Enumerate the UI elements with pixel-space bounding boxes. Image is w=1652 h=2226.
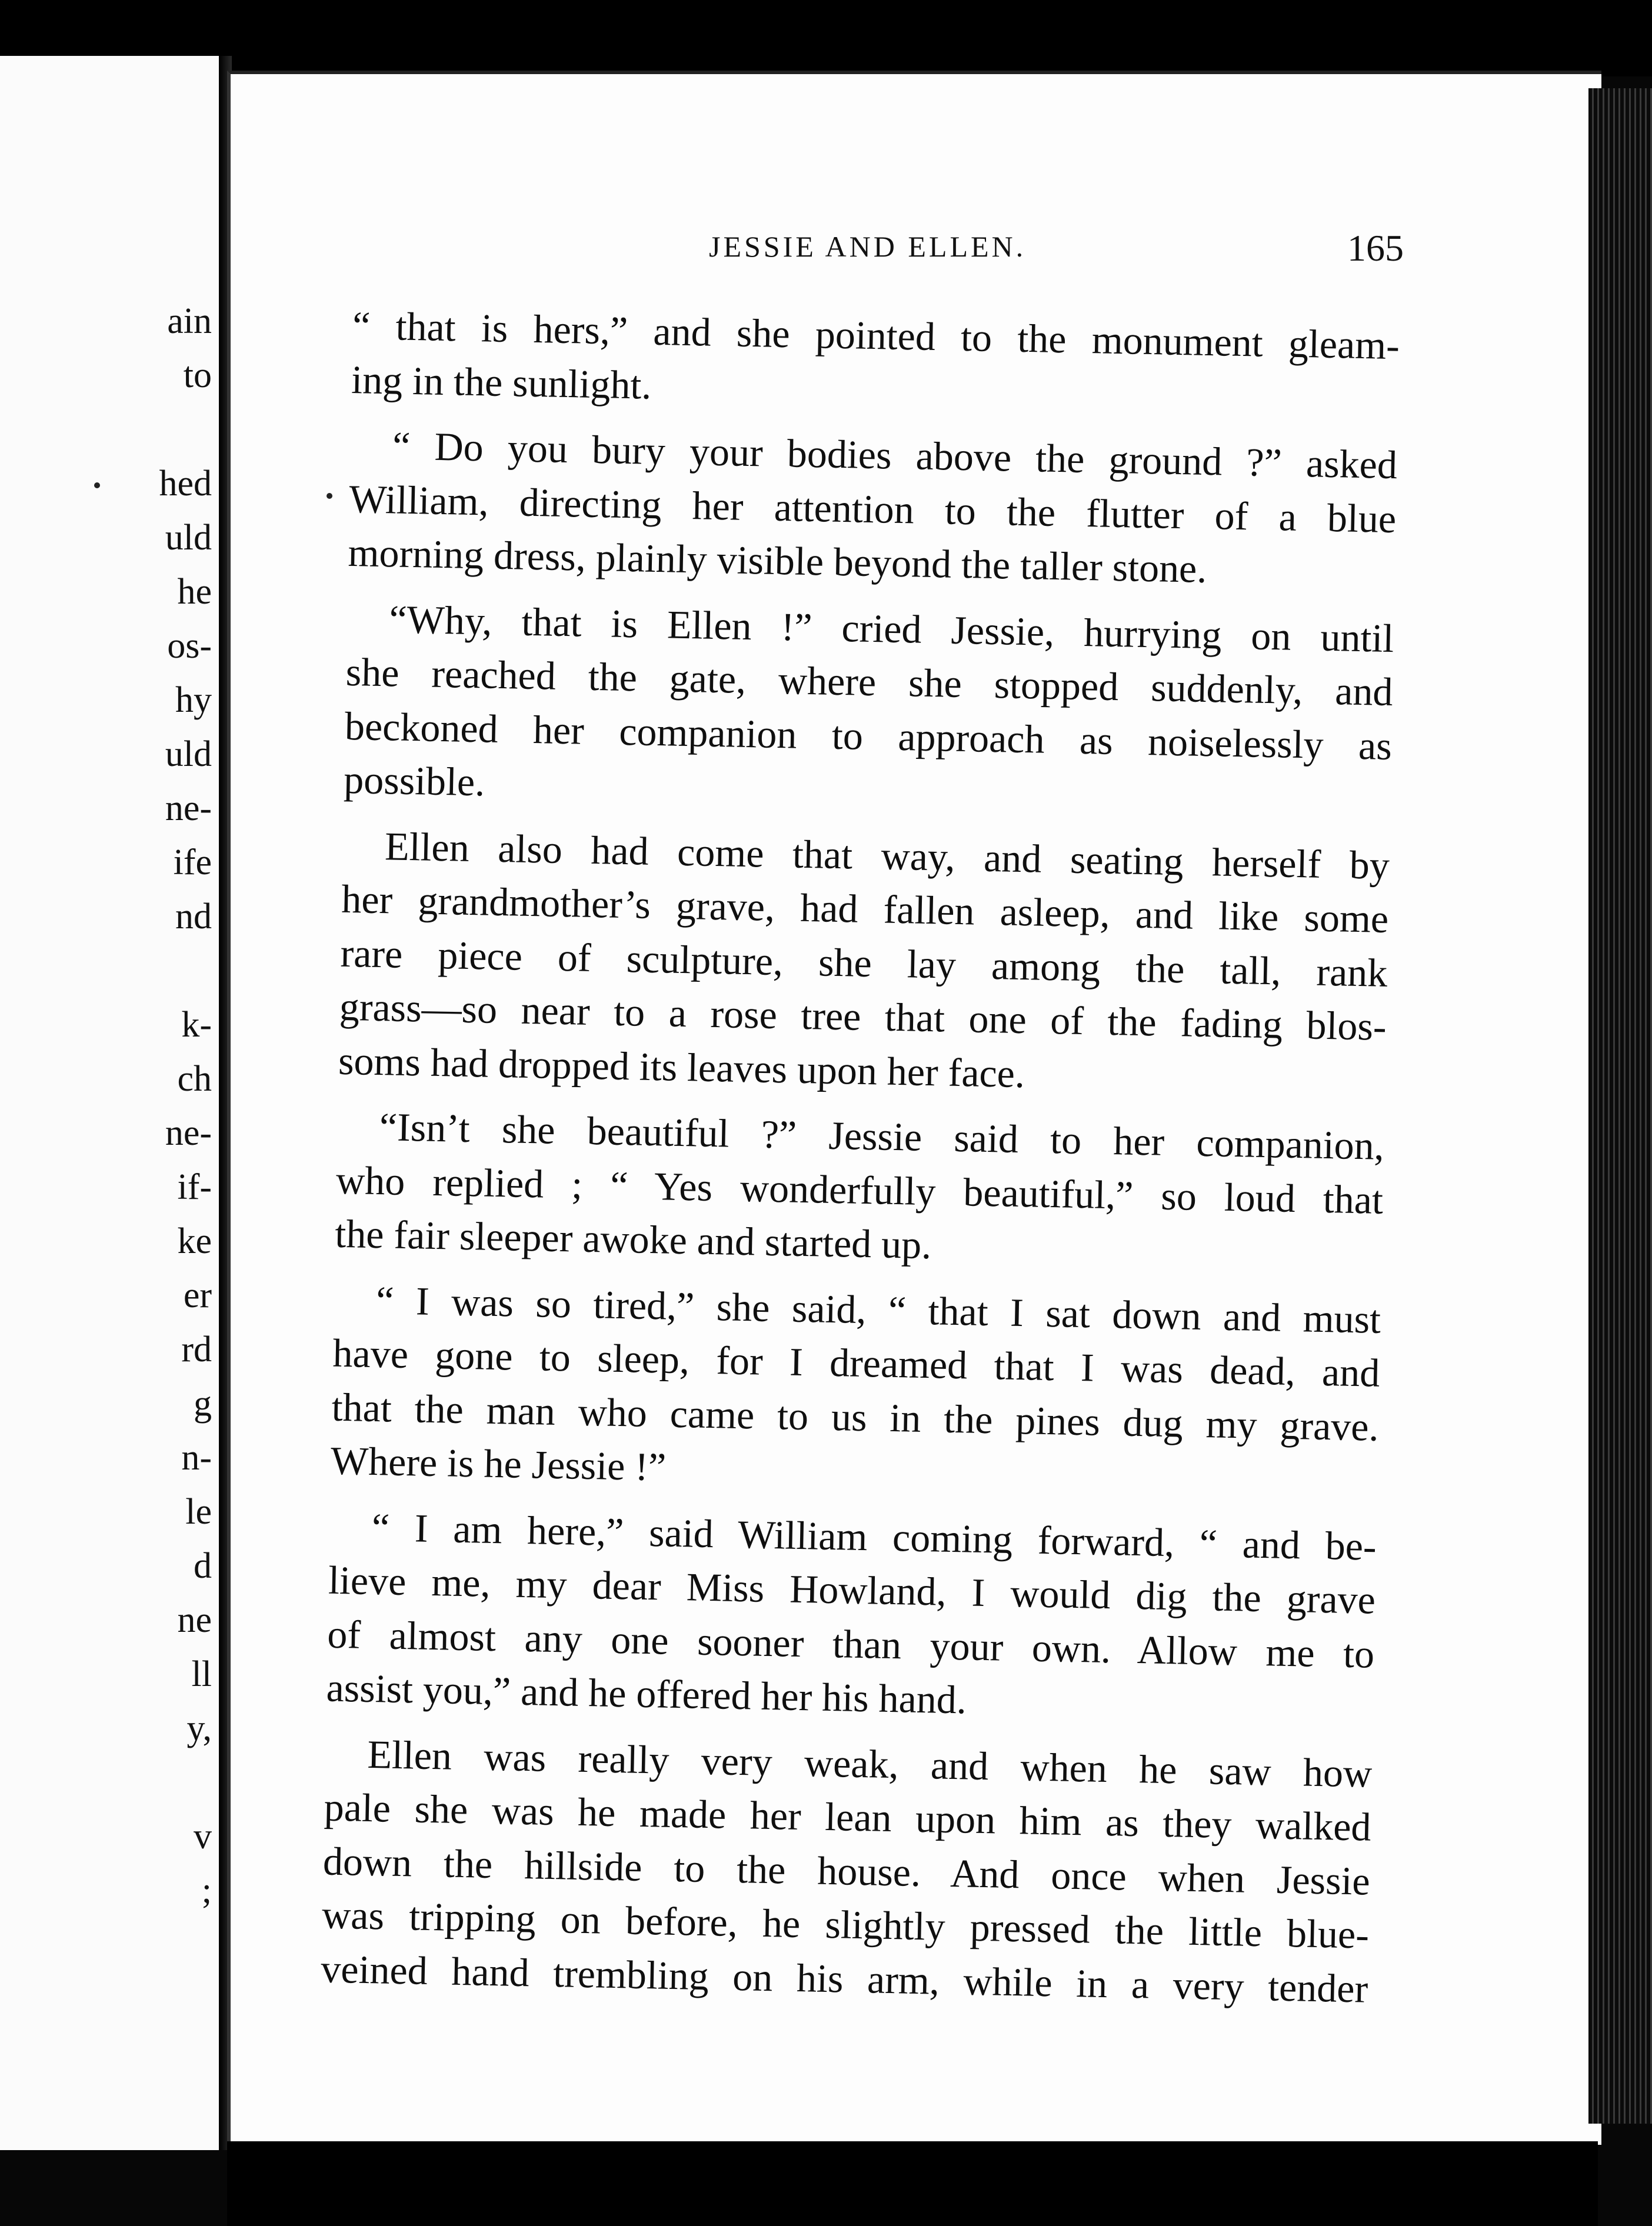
previous-page-line-fragment: le (185, 1492, 212, 1532)
paragraph (330, 1272, 1381, 1508)
scan-top-border (0, 0, 1652, 76)
text-line: Where is he Jessie !” (330, 1438, 667, 1489)
previous-page-line-fragment: ain (167, 301, 212, 341)
text-line: was tripping on before, he slightly pressed the little blue- (321, 1892, 1370, 1957)
text-line: “ Do you bury your bodies above the ground ?” asked (392, 423, 1398, 488)
previous-page-line-fragment: hed (159, 464, 212, 504)
text-line: assist you,” and he offered her his hand. (325, 1665, 967, 1722)
text-line: morning dress, plainly visible beyond the taller stone. (347, 529, 1208, 591)
previous-page-line-fragment: ke (177, 1221, 212, 1261)
paragraph (326, 1499, 1377, 1735)
text-line: she reached the gate, where she stopped suddenly, and (345, 649, 1394, 715)
running-head: JESSIE AND ELLEN. (709, 230, 1027, 263)
text-line: have gone to sleep, for I dreamed that I was dead, and (332, 1330, 1380, 1395)
previous-page-line-fragment: ch (177, 1059, 212, 1099)
paragraph (321, 1727, 1373, 2016)
text-line: rare piece of sculpture, she lay among the tall, rank (339, 930, 1388, 995)
text-line: “ I am here,” said William coming forward, “ and be- (371, 1504, 1377, 1569)
previous-page-line-fragment: if- (177, 1167, 212, 1207)
previous-page-line-fragment: uld (165, 518, 212, 558)
text-line: of almost any one sooner than your own. Allow me to (327, 1611, 1375, 1677)
text-line: Ellen was really very weak, and when he saw how (367, 1731, 1373, 1796)
text-line: soms had dropped its leaves upon her face. (338, 1038, 1025, 1096)
text-line: who replied ; “ Yes wonderfully beautiful,” so loud that (335, 1157, 1384, 1222)
text-line: lieve me, my dear Miss Howland, I would dig the grave (328, 1557, 1376, 1622)
text-line: William, directing her attention to the flutter of a blue (348, 476, 1397, 541)
page-number: 165 (1347, 227, 1404, 269)
previous-page-line-fragment: k- (181, 1005, 212, 1045)
previous-page-line-fragment: g (194, 1384, 212, 1424)
text-line: that the man who came to us in the pines dug my grave. (331, 1384, 1380, 1449)
text-line: down the hillside to the house. And once when Jessie (322, 1838, 1371, 1904)
text-line: “Why, that is Ellen !” cried Jessie, hurrying on until (388, 596, 1394, 661)
previous-page-line-fragment: ne- (165, 1113, 212, 1153)
text-line: veined hand trembling on his arm, while in a very tender (320, 1945, 1368, 2011)
previous-page-line-fragment: ; (201, 1871, 212, 1911)
text-line: pale she was he made her lean upon him as they walked (324, 1784, 1372, 1850)
previous-page-line-fragment: n- (181, 1438, 212, 1478)
previous-page-line-fragment: v (194, 1817, 212, 1857)
previous-page-line-fragment: nd (175, 897, 212, 937)
body-text (321, 299, 1400, 2016)
paragraph (348, 418, 1398, 600)
previous-page-line-fragment: y, (186, 1708, 212, 1748)
previous-page-line-fragment: d (194, 1546, 212, 1586)
previous-page-line-fragment: os- (167, 626, 212, 666)
previous-page-line-fragment: hy (175, 680, 212, 720)
text-line: the fair sleeper awoke and started up. (334, 1211, 932, 1268)
margin-speck (327, 493, 332, 499)
previous-page-line-fragment: he (177, 572, 212, 612)
text-line: “Isn’t she beautiful ?” Jessie said to her companion, (379, 1104, 1385, 1168)
margin-speck (94, 482, 100, 488)
previous-page-line-fragment: to (183, 355, 212, 395)
previous-page-line-fragment: ne- (165, 788, 212, 828)
previous-page-line-fragment: ll (191, 1654, 212, 1694)
scan-bottom-border (227, 2141, 1598, 2226)
paragraph (351, 299, 1400, 426)
previous-page-line-fragment: uld (165, 734, 212, 774)
paragraph (343, 591, 1394, 827)
paragraph (335, 1099, 1385, 1281)
text-line: “ that is hers,” and she pointed to the monument gleam- (352, 302, 1400, 368)
page-stack-edges (1588, 88, 1652, 2124)
text-line: possible. (343, 757, 485, 805)
text-line: “ I was so tired,” she said, “ that I sat down and must (375, 1277, 1381, 1342)
previous-page-line-fragment: ife (173, 842, 212, 882)
text-line: ing in the sunlight. (351, 356, 652, 408)
previous-page-edge (0, 56, 224, 2150)
text-line: Ellen also had come that way, and seating herself by (384, 823, 1390, 888)
previous-page-line-fragment: rd (181, 1329, 212, 1369)
previous-page-line-fragment: ne (177, 1600, 212, 1640)
previous-page-line-fragment: er (183, 1275, 212, 1315)
text-line: grass—so near to a rose tree that one of the fading blos- (339, 984, 1387, 1049)
paragraph (338, 818, 1390, 1108)
text-line: her grandmother’s grave, had fallen asleep, and like some (341, 876, 1389, 941)
text-line: beckoned her companion to approach as noiselessly as (344, 703, 1393, 768)
